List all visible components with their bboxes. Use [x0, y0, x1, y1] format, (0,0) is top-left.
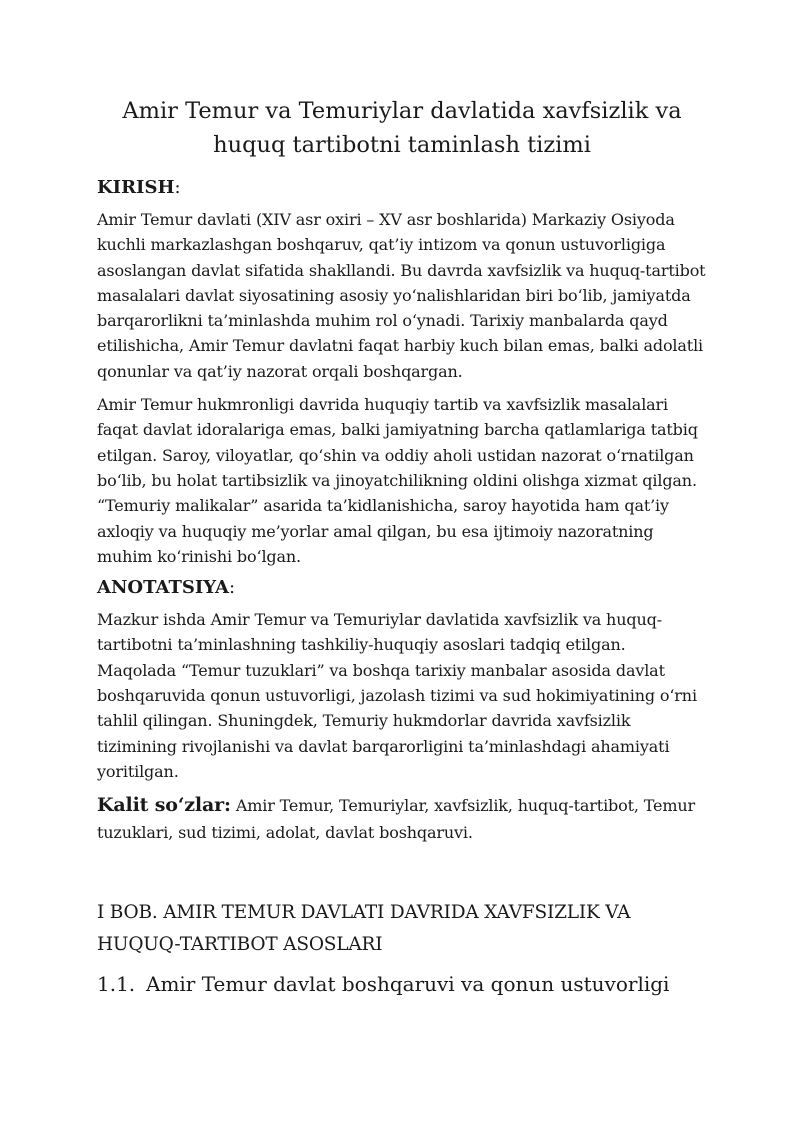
section-number: 1.1.	[97, 972, 136, 997]
document-title: Amir Temur va Temuriylar davlatida xavfsizlik va huquq tartibotni taminlash tizimi	[122, 98, 682, 158]
document-page	[97, 94, 707, 999]
keywords-label: Kalit so‘zlar:	[97, 794, 231, 817]
annotation-heading-label: ANOTATSIYA	[97, 577, 229, 599]
section-heading	[97, 969, 707, 999]
keywords-block	[97, 792, 707, 846]
intro-paragraph-2: Amir Temur hukmronligi davrida huquqiy tartib va xavfsizlik masalalari faqat davlat idoralariga emas, balki jamiyatning barcha qatlamlariga tatbiq etilgan. Saroy, viloyatlar, qo‘shin va oddiy aholi ustidan nazorat o‘rnatilgan bo‘lib, bu holat tartibsizlik va jinoyatchilikning oldini olishga xizmat qilgan. “Temuriy malikalar” asarida ta’kidlanishicha, saroy hayotida ham qat’iy axloqiy va huquqiy me’yorlar amal qilgan, bu esa ijtimoiy nazoratning muhim ko‘rinishi bo‘lgan.	[97, 395, 698, 566]
keywords-text: Amir Temur, Temuriylar, xavfsizlik, huquq-tartibot, Temur tuzuklari, sud tizimi, adolat, davlat boshqaruvi.	[97, 796, 696, 843]
intro-paragraph-1: Amir Temur davlati (XIV asr oxiri – XV asr boshlarida) Markaziy Osiyoda kuchli markazlashgan boshqaruv, qat’iy intizom va qonun ustuvorligiga asoslangan davlat sifatida shakllandi. Bu davrda xavfsizlik va huquq-tartibot masalalari davlat siyosatining asosiy yo‘nalishlaridan biri bo‘lib, jamiyatda barqarorlikni ta’minlashda muhim rol o‘ynadi. Tarixiy manbalarda qayd etilishicha, Amir Temur davlatni faqat harbiy kuch bilan emas, balki adolatli qonunlar va qat’iy nazorat orqali boshqargan.	[97, 210, 706, 381]
annotation-heading: ANOTATSIYA:	[97, 577, 236, 599]
section-title: Amir Temur davlat boshqaruvi va qonun ustuvorligi	[146, 972, 670, 997]
intro-heading: KIRISH:	[97, 177, 181, 198]
intro-heading-label: KIRISH	[97, 177, 175, 198]
annotation-paragraph: Mazkur ishda Amir Temur va Temuriylar davlatida xavfsizlik va huquq-tartibotni ta’minlashning tashkiliy-huquqiy asoslari tadqiq etilgan. Maqolada “Temur tuzuklari” va boshqa tarixiy manbalar asosida davlat boshqaruvida qonun ustuvorligi, jazolash tizimi va sud hokimiyatining o‘rni tahlil qilingan. Shuningdek, Temuriy hukmdorlar davrida xavfsizlik tizimining rivojlanishi va davlat barqarorligini ta’minlashdagi ahamiyati yoritilgan.	[97, 610, 697, 781]
chapter-heading: I BOB. AMIR TEMUR DAVLATI DAVRIDA XAVFSIZLIK VA HUQUQ-TARTIBOT ASOSLARI	[97, 902, 631, 956]
